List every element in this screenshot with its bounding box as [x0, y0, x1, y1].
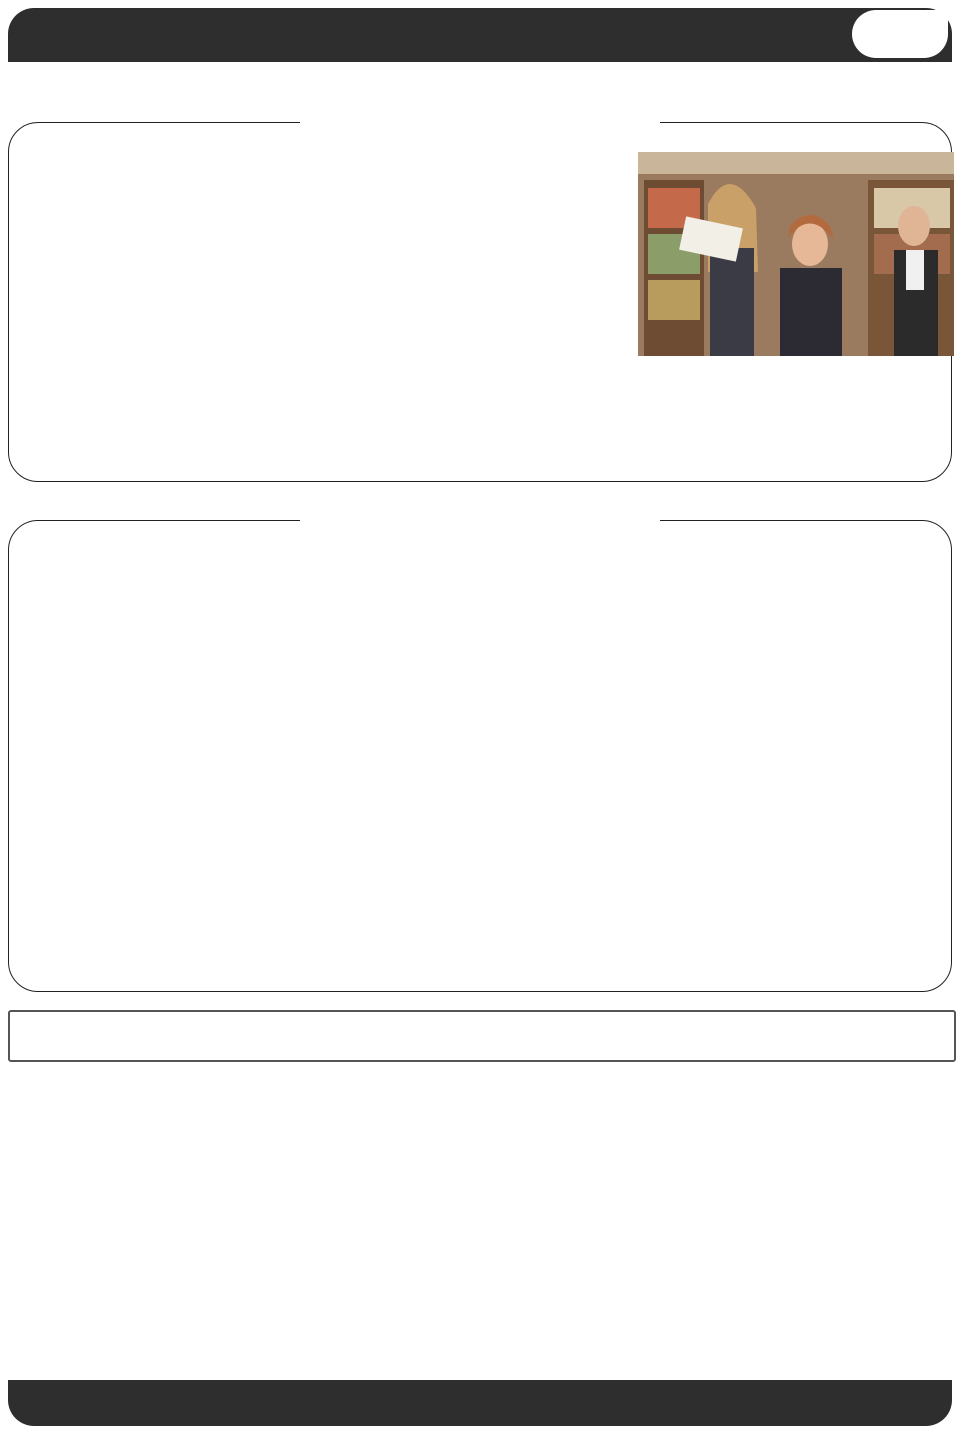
kindergarten-title	[300, 494, 660, 538]
library-photo	[638, 152, 954, 356]
library-photo-image	[638, 152, 954, 356]
kindergarten-frame	[8, 520, 952, 992]
nurse-col3	[644, 1070, 950, 1088]
nurse-banner	[8, 1010, 956, 1062]
kindergarten-col3	[646, 548, 952, 582]
page-number	[852, 10, 948, 58]
library-title	[300, 100, 660, 144]
footer-title	[300, 1390, 660, 1416]
header-bar	[8, 8, 952, 62]
